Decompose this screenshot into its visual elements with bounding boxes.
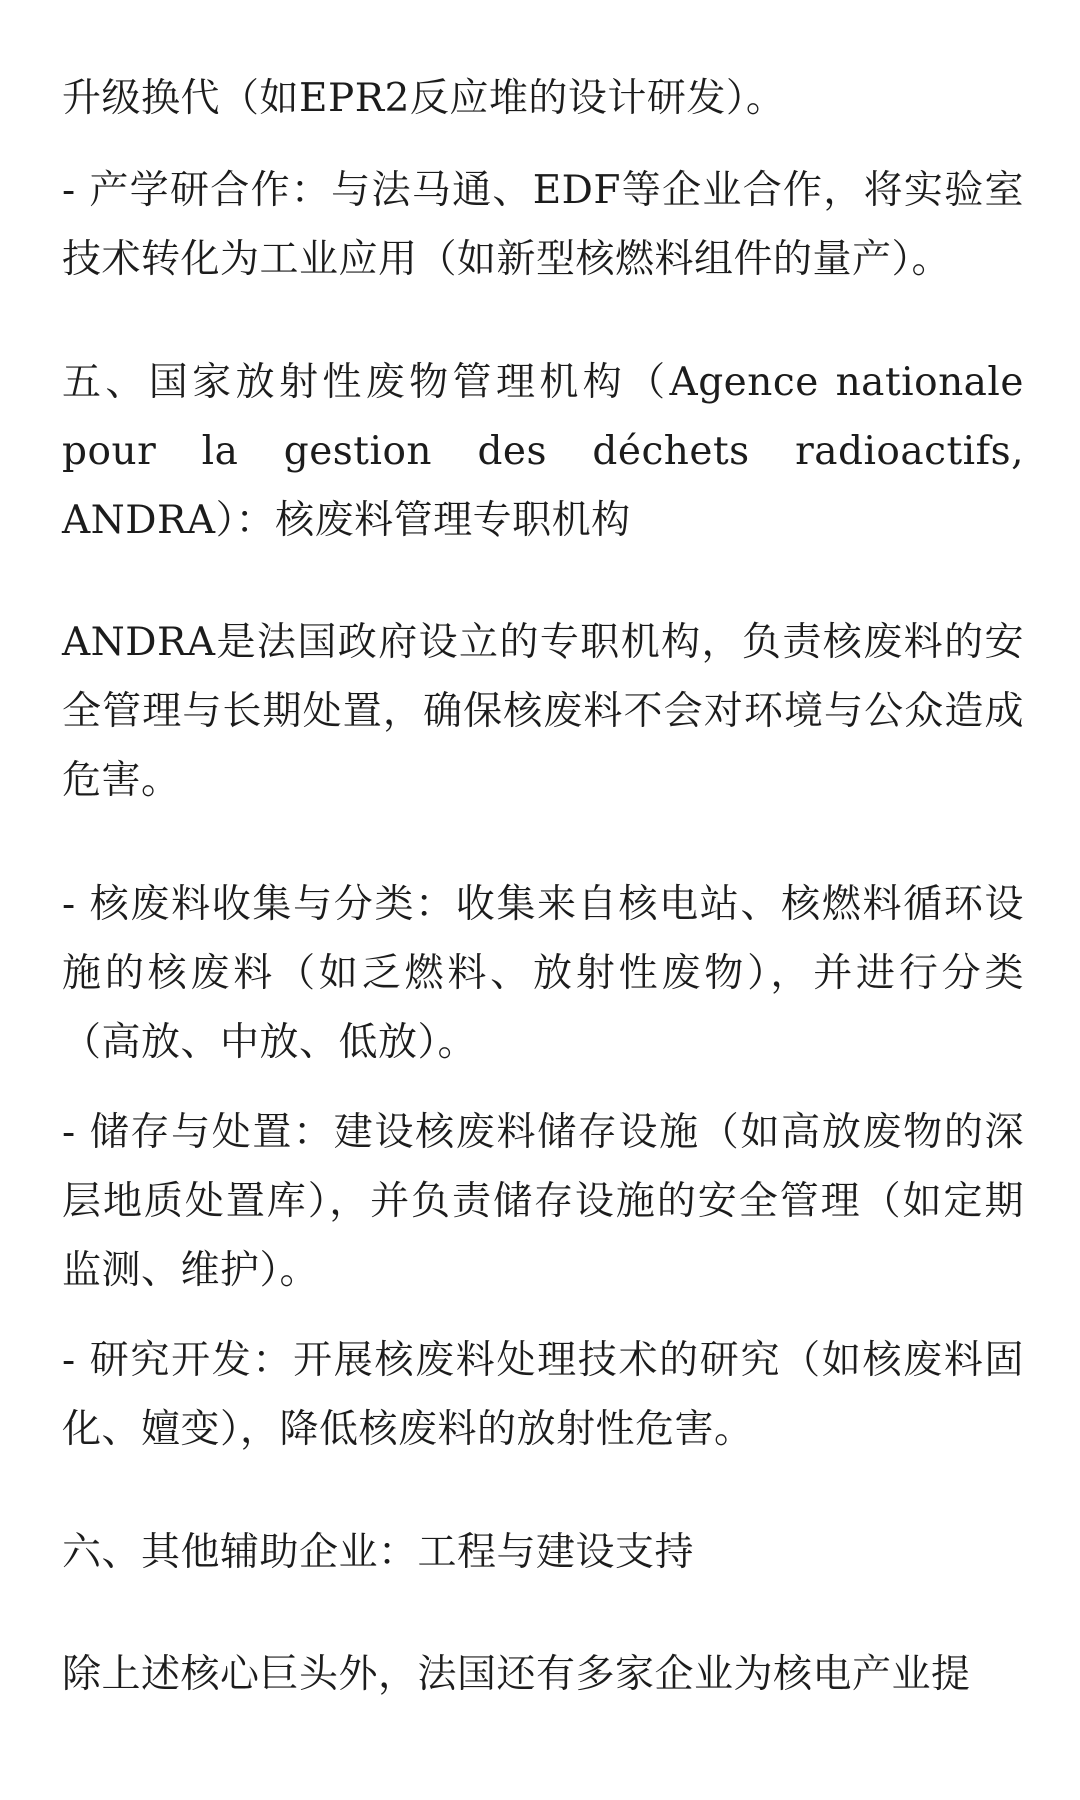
paragraph-epr2-upgrade: 升级换代（如EPR2反应堆的设计研发）。 — [62, 76, 786, 121]
paragraph-waste-collection: - 核废料收集与分类：收集来自核电站、核燃料循环设施的核废料（如乏燃料、放射性废物），并进行分类（高放、中放、低放）。 — [62, 882, 1024, 1065]
paragraph-other-companies: 除上述核心巨头外，法国还有多家企业为核电产业提 — [62, 1652, 971, 1697]
paragraph-storage-disposal: - 储存与处置：建设核废料储存设施（如高放废物的深层地质处置库），并负责储存设施的安全管理（如定期监测、维护）。 — [62, 1110, 1024, 1293]
section-heading-other-companies: 六、其他辅助企业：工程与建设支持 — [62, 1530, 695, 1575]
paragraph-industry-cooperation: - 产学研合作：与法马通、EDF等企业合作，将实验室技术转化为工业应用（如新型核燃料组件的量产）。 — [62, 168, 1024, 282]
paragraph-andra-intro: ANDRA是法国政府设立的专职机构，负责核废料的安全管理与长期处置，确保核废料不会对环境与公众造成危害。 — [62, 620, 1024, 803]
paragraph-research-development: - 研究开发：开展核废料处理技术的研究（如核废料固化、嬗变），降低核废料的放射性危害。 — [62, 1338, 1024, 1452]
section-heading-andra: 五、国家放射性废物管理机构（Agence nationale pour la gestion des déchets radioactifs, ANDRA）：核废料管理专职机构 — [62, 360, 1024, 543]
